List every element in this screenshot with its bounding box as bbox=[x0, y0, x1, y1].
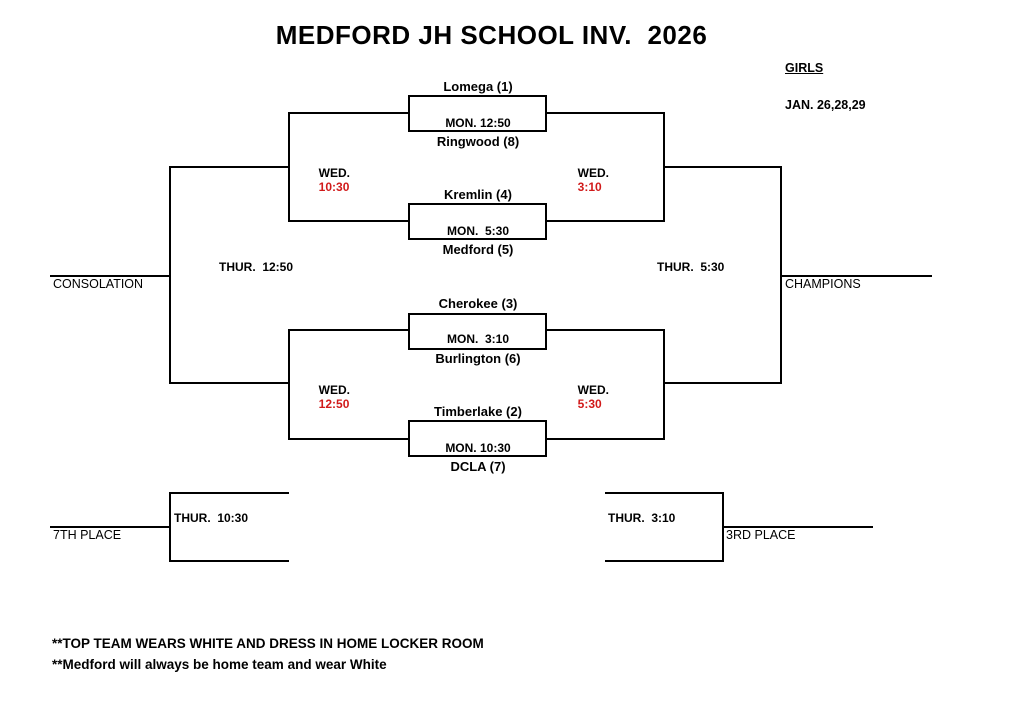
wed-right-bottom-day: WED. bbox=[577, 383, 610, 397]
wed-left-top-time: 10:30 bbox=[318, 180, 350, 194]
wed-right-bottom-time: 5:30 bbox=[577, 397, 602, 411]
championship-bracket bbox=[664, 167, 781, 383]
thur-third-time: THUR. 3:10 bbox=[608, 511, 676, 525]
team-bottom-game-3: Burlington (6) bbox=[435, 351, 521, 366]
page-title: MEDFORD JH SCHOOL INV. 2026 bbox=[275, 20, 708, 50]
seventh-place-bracket bbox=[170, 493, 289, 561]
team-top-game-4: Timberlake (2) bbox=[434, 404, 522, 419]
wed-left-top-slot bbox=[312, 152, 353, 194]
third-place-bracket bbox=[605, 493, 723, 561]
wed-right-top-time: 3:10 bbox=[577, 180, 602, 194]
consolation-bracket bbox=[170, 167, 289, 383]
game-time-3: MON. 3:10 bbox=[446, 332, 509, 346]
team-bottom-game-1: Ringwood (8) bbox=[436, 134, 520, 149]
game-time-1: MON. 12:50 bbox=[445, 116, 511, 130]
third-place-label: 3RD PLACE bbox=[726, 528, 796, 542]
thur-seventh-time: THUR. 10:30 bbox=[174, 511, 249, 525]
wed-right-top-day: WED. bbox=[577, 166, 610, 180]
note-home-locker: **TOP TEAM WEARS WHITE AND DRESS IN HOME LOCKER ROOM bbox=[52, 636, 484, 651]
wed-right-top-slot bbox=[571, 152, 612, 194]
wed-left-bottom-time: 12:50 bbox=[318, 397, 350, 411]
wed-left-bottom-day: WED. bbox=[318, 383, 351, 397]
thur-championship-time: THUR. 5:30 bbox=[657, 260, 725, 274]
thur-consolation-time: THUR. 12:50 bbox=[219, 260, 294, 274]
team-top-game-3: Cherokee (3) bbox=[438, 296, 518, 311]
team-bottom-game-4: DCLA (7) bbox=[450, 459, 506, 474]
wed-right-bottom-slot bbox=[571, 369, 612, 411]
game-time-2: MON. 5:30 bbox=[446, 224, 509, 238]
team-top-game-1: Lomega (1) bbox=[443, 79, 513, 94]
tournament-dates: JAN. 26,28,29 bbox=[785, 98, 866, 112]
note-medford-home: **Medford will always be home team and wear White bbox=[52, 657, 387, 672]
seventh-place-label: 7TH PLACE bbox=[53, 528, 122, 542]
game-time-4: MON. 10:30 bbox=[445, 441, 511, 455]
wed-left-top-day: WED. bbox=[318, 166, 351, 180]
consolation-label: CONSOLATION bbox=[53, 277, 144, 291]
wed-left-bottom-slot bbox=[312, 369, 353, 411]
division-label: GIRLS bbox=[785, 61, 824, 75]
champions-label: CHAMPIONS bbox=[785, 277, 861, 291]
team-bottom-game-2: Medford (5) bbox=[442, 242, 514, 257]
team-top-game-2: Kremlin (4) bbox=[444, 187, 512, 202]
